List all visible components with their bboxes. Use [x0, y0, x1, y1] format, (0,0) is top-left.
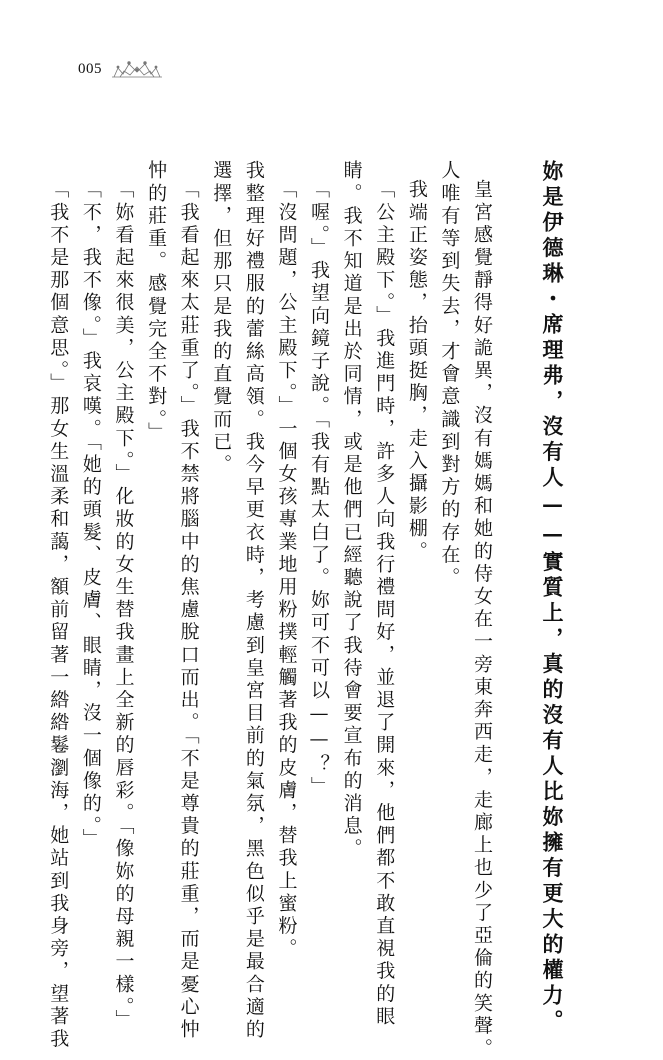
- paragraph-line: 「妳看起來很美，公主殿下。」化妝的女生替我畫上全新的唇彩。「像妳的母親一樣。」: [112, 179, 135, 1032]
- paragraph-line: 「沒問題，公主殿下。」一個女孩專業地用粉撲輕觸著我的皮膚，替我上蜜粉。: [275, 179, 298, 961]
- paragraph-line: 人唯有等到失去，才會意識到對方的存在。: [438, 160, 461, 590]
- paragraph-line: 我整理好禮服的蕾絲高領。我今早更衣時，考慮到皇宮目前的氣氛，黑色似乎是最合適的: [242, 160, 265, 1042]
- page-header: [78, 54, 164, 84]
- paragraph-line: 睛。我不知道是出於同情，或是他們已經聽說了我待會要宣布的消息。: [340, 160, 363, 861]
- paragraph-line: 「公主殿下。」我進門時，許多人向我行禮問好，並退了開來，他們都不敢直視我的眼: [373, 179, 396, 1029]
- paragraph-line: 我端正姿態，抬頭挺胸，走入攝影棚。: [405, 179, 428, 564]
- crown-ornament-icon: [110, 59, 164, 79]
- paragraph-line: 選擇，但那只是我的直覺而已。: [210, 160, 233, 477]
- heading-line: 妳是伊德琳・席理弗，沒有人——實質上，真的沒有人比妳擁有更大的權力。: [540, 160, 565, 1035]
- blank-line: [498, 160, 534, 870]
- paragraph-line: 「我不是那個意思。」那女生溫柔和藹，額前留著一綹綹鬈瀏海，她站到我身旁，望著我: [47, 179, 70, 1051]
- paragraph-line: 皇宮感覺靜得好詭異，沒有媽媽和她的侍女在一旁東奔西走，走廊上也少了亞倫的笑聲。: [471, 179, 493, 1060]
- paragraph-line: 忡的莊重。感覺完全不對。」: [145, 160, 168, 445]
- paragraph-line: 「喔。」我望向鏡子說。「我有點太白了。妳可不可以——？」: [308, 179, 331, 799]
- vertical-text-body: [47, 160, 570, 1060]
- paragraph-line: 「不，我不像。」我哀嘆。「她的頭髮、皮膚、眼睛，沒一個像的。」: [79, 179, 102, 852]
- paragraph-line: 「我看起來太莊重了。」我不禁將腦中的焦慮脫口而出。「不是尊貴的莊重，而是憂心忡: [177, 179, 200, 1042]
- page-number: 005: [78, 60, 102, 77]
